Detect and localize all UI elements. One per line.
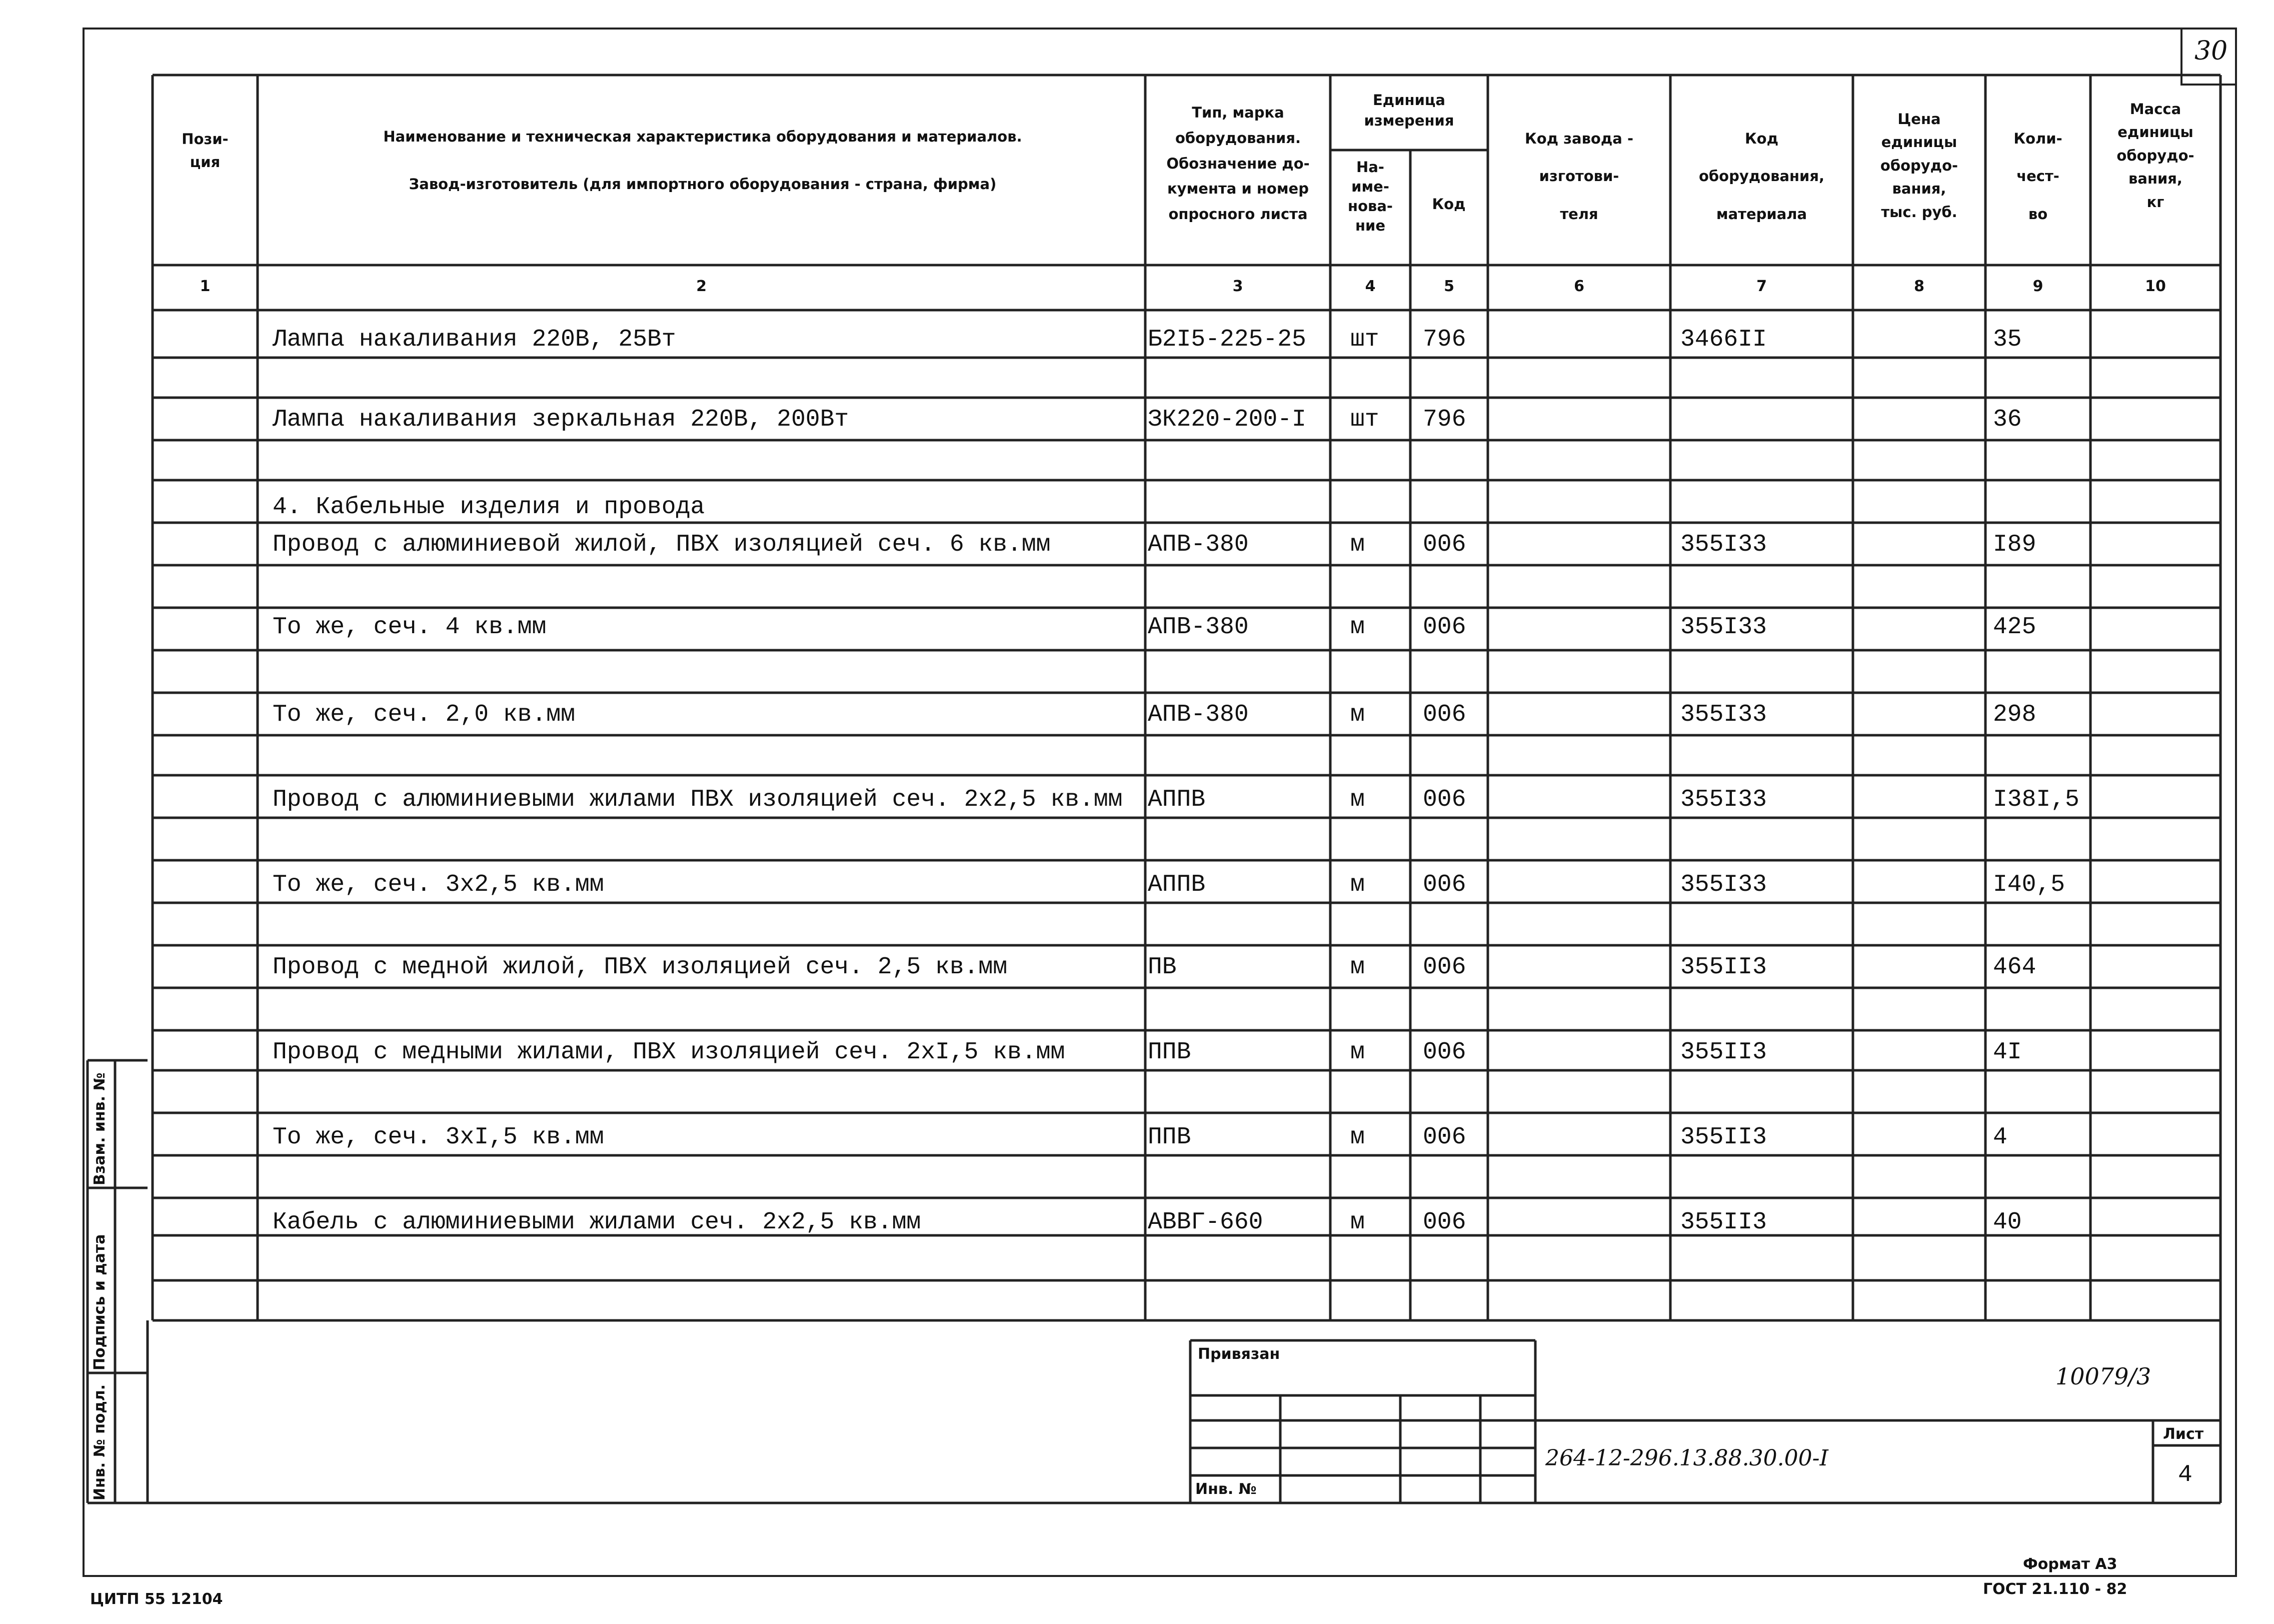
header-col2-line2: Завод-изготовитель (для импортного оборудования - страна, фирма) (409, 176, 997, 193)
side-label-podpis: Подпись и дата (91, 1234, 109, 1370)
row-unit-code: 006 (1423, 531, 1466, 558)
row-name: Кабель с алюминиевыми жилами сеч. 2х2,5 кв.мм (273, 1209, 921, 1236)
row-material-code: 355I33 (1680, 614, 1767, 641)
row-type: АППВ (1148, 871, 1206, 898)
colnum-10: 10 (2145, 278, 2166, 295)
row-quantity: 40 (1993, 1209, 2022, 1236)
header-col10: Масса единицы оборудо- вания, кг (2116, 101, 2194, 211)
row-name: 4. Кабельные изделия и провода (273, 494, 705, 521)
colnum-7: 7 (1756, 278, 1767, 295)
header-col1: Пози- ция (182, 131, 229, 171)
row-material-code: 355I33 (1680, 701, 1767, 728)
row-unit-code: 006 (1423, 1209, 1466, 1236)
row-material-code: 355I33 (1680, 786, 1767, 813)
row-material-code: 355II3 (1680, 1124, 1767, 1151)
row-type: ППВ (1148, 1124, 1191, 1151)
row-name: То же, сеч. 3хI,5 кв.мм (273, 1124, 604, 1151)
stamp-inv-no: Инв. № (1195, 1480, 1257, 1498)
row-unit: м (1350, 786, 1365, 813)
footer-format: Формат А3 (2023, 1555, 2117, 1573)
header-col2-line1: Наименование и техническая характеристика оборудования и материалов. (383, 128, 1022, 145)
header-col5: Код (1432, 196, 1466, 213)
row-type: ПВ (1148, 954, 1177, 981)
header-col45-group: Единица измерения (1364, 92, 1454, 129)
row-type: АППВ (1148, 786, 1206, 813)
row-quantity: 298 (1993, 701, 2036, 728)
colnum-9: 9 (2032, 278, 2043, 295)
stamp-list-number: 4 (2178, 1461, 2192, 1488)
row-material-code: 355I33 (1680, 531, 1767, 558)
row-unit: шт (1350, 406, 1379, 433)
row-unit-code: 006 (1423, 1124, 1466, 1151)
row-unit-code: 796 (1423, 326, 1466, 353)
stamp-privyazan: Привязан (1198, 1345, 1280, 1363)
row-quantity: 425 (1993, 614, 2036, 641)
row-name: Провод с алюминиевой жилой, ПВХ изоляцией сеч. 6 кв.мм (273, 531, 1051, 558)
row-quantity: 35 (1993, 326, 2022, 353)
row-name: Провод с медной жилой, ПВХ изоляцией сеч. 2,5 кв.мм (273, 954, 1008, 981)
row-type: АПВ-380 (1148, 701, 1249, 728)
row-quantity: I38I,5 (1993, 786, 2079, 813)
row-name: Лампа накаливания зеркальная 220В, 200Вт (273, 406, 849, 433)
row-unit: м (1350, 531, 1365, 558)
row-material-code: 355I33 (1680, 871, 1767, 898)
row-unit-code: 006 (1423, 1039, 1466, 1066)
row-unit-code: 006 (1423, 614, 1466, 641)
document-code: 264-12-296.13.88.30.00-I (1545, 1445, 1828, 1471)
row-unit: м (1350, 701, 1365, 728)
row-quantity: 4 (1993, 1124, 2007, 1151)
header-col9: Коли- чест- во (2013, 130, 2062, 223)
row-quantity: I89 (1993, 531, 2036, 558)
row-unit: м (1350, 1039, 1365, 1066)
colnum-4: 4 (1365, 278, 1376, 295)
colnum-5: 5 (1444, 278, 1454, 295)
row-name: Провод с медными жилами, ПВХ изоляцией сеч. 2хI,5 кв.мм (273, 1039, 1065, 1066)
row-quantity: 36 (1993, 406, 2022, 433)
stamp-handwritten-number: 10079/3 (2055, 1363, 2151, 1390)
header-col3: Тип, марка оборудования. Обозначение до- кумента и номер опросного листа (1166, 104, 1310, 223)
row-unit-code: 006 (1423, 701, 1466, 728)
side-label-vzam: Взам. инв. № (91, 1072, 109, 1185)
header-col7: Код оборудования, материала (1698, 130, 1825, 223)
row-unit: м (1350, 954, 1365, 981)
row-name: То же, сеч. 2,0 кв.мм (273, 701, 575, 728)
row-type: АПВ-380 (1148, 531, 1249, 558)
row-unit-code: 006 (1423, 786, 1466, 813)
row-quantity: I40,5 (1993, 871, 2065, 898)
colnum-2: 2 (696, 278, 707, 295)
row-unit: м (1350, 871, 1365, 898)
row-name: То же, сеч. 3х2,5 кв.мм (273, 871, 604, 898)
row-quantity: 464 (1993, 954, 2036, 981)
row-quantity: 4I (1993, 1039, 2022, 1066)
row-type: ЗК220-200-I (1148, 406, 1306, 433)
row-unit-code: 796 (1423, 406, 1466, 433)
row-type: ППВ (1148, 1039, 1191, 1066)
colnum-8: 8 (1914, 278, 1924, 295)
header-col6: Код завода - изготови- теля (1525, 130, 1633, 223)
row-unit: м (1350, 1209, 1365, 1236)
row-name: Лампа накаливания 220В, 25Вт (273, 326, 676, 353)
row-material-code: 355II3 (1680, 1209, 1767, 1236)
row-unit: м (1350, 1124, 1365, 1151)
row-unit: шт (1350, 326, 1379, 353)
row-name: Провод с алюминиевыми жилами ПВХ изоляцией сеч. 2х2,5 кв.мм (273, 786, 1123, 813)
row-material-code: 355II3 (1680, 1039, 1767, 1066)
row-type: АПВ-380 (1148, 614, 1249, 641)
row-type: Б2I5-225-25 (1148, 326, 1306, 353)
row-name: То же, сеч. 4 кв.мм (273, 614, 547, 641)
row-material-code: 355II3 (1680, 954, 1767, 981)
footer-gost: ГОСТ 21.110 - 82 (1983, 1580, 2127, 1598)
row-unit: м (1350, 614, 1365, 641)
row-material-code: 3466II (1680, 326, 1767, 353)
footer-left: ЦИТП 55 12104 (90, 1590, 223, 1608)
row-unit-code: 006 (1423, 871, 1466, 898)
corner-number: 30 (2194, 36, 2228, 66)
side-label-inv: Инв. № подл. (91, 1384, 109, 1500)
row-type: АВВГ-660 (1148, 1209, 1263, 1236)
header-col4: На- име- нова- ние (1348, 159, 1393, 235)
stamp-list-label: Лист (2163, 1425, 2204, 1443)
row-unit-code: 006 (1423, 954, 1466, 981)
colnum-6: 6 (1574, 278, 1584, 295)
header-col8: Цена единицы оборудо- вания, тыс. руб. (1880, 111, 1958, 221)
colnum-1: 1 (200, 278, 211, 295)
colnum-3: 3 (1232, 278, 1243, 295)
